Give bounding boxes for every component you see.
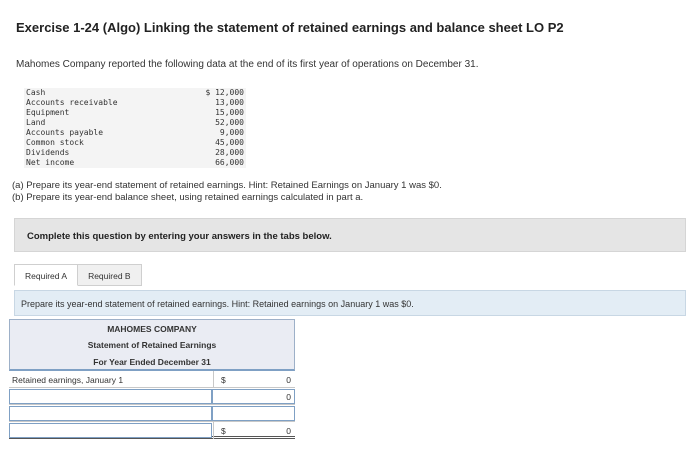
amount-input[interactable] [212,389,295,404]
data-row [24,88,246,98]
intro-text: Mahomes Company reported the following data at the end of its first year of operations on December 31. [16,59,479,70]
data-row [24,158,246,168]
data-amount: 9,000 [219,128,244,137]
data-label: Cash [26,88,46,97]
data-amount: 13,000 [215,98,244,107]
given-data-table [24,88,246,168]
data-row [24,108,246,118]
label-input[interactable] [9,389,212,404]
exercise-title: Exercise 1-24 (Algo) Linking the statement of retained earnings and balance sheet LO P2 [16,20,564,35]
data-label: Common stock [26,138,84,147]
amount-input[interactable] [212,406,295,421]
data-row [24,148,246,158]
data-label: Land [26,118,46,127]
instruction-text: Prepare its year-end statement of retained earnings. Hint: Retained earnings on January 1 was $0. [21,299,414,309]
statement-row-beginning [9,371,295,388]
statement-row-input [9,405,295,422]
data-amount: 28,000 [215,148,244,157]
part-a-text: (a) Prepare its year-end statement of retained earnings. Hint: Retained Earnings on January 1 was $0. [12,180,442,191]
statement-row-ending [9,422,295,439]
data-amount: 15,000 [215,108,244,117]
data-row [24,138,246,148]
retained-earnings-statement [9,319,295,439]
statement-row-input [9,388,295,405]
data-row [24,128,246,138]
data-amount: 52,000 [215,118,244,127]
amount-value: 0 [286,426,291,436]
data-label: Net income [26,158,75,167]
data-label: Accounts payable [26,128,104,137]
row-label: Retained earnings, January 1 [12,375,124,385]
amount-value: 0 [286,392,291,402]
data-label: Accounts receivable [26,98,118,107]
data-row [24,118,246,128]
data-amount: 66,000 [215,158,244,167]
tab-bar [14,264,142,286]
data-label: Dividends [26,148,70,157]
dollar-sign: $ [221,375,226,385]
statement-period: For Year Ended December 31 [9,354,295,371]
instruction-banner [14,290,686,316]
statement-name: Statement of Retained Earnings [9,337,295,354]
tab-required-b[interactable]: Required B [78,264,142,286]
statement-company: MAHOMES COMPANY [9,319,295,337]
data-row [24,98,246,108]
label-input[interactable] [9,406,212,421]
dollar-sign: $ [221,426,226,436]
amount-value: 0 [286,375,291,385]
complete-banner [14,218,686,252]
question-parts [12,180,442,204]
data-amount: 45,000 [215,138,244,147]
tab-required-a[interactable]: Required A [14,264,78,286]
complete-text: Complete this question by entering your answers in the tabs below. [27,231,332,242]
label-input[interactable] [9,423,212,438]
part-b-text: (b) Prepare its year-end balance sheet, using retained earnings calculated in part a. [12,192,364,203]
data-label: Equipment [26,108,70,117]
data-amount: $ 12,000 [205,88,244,97]
